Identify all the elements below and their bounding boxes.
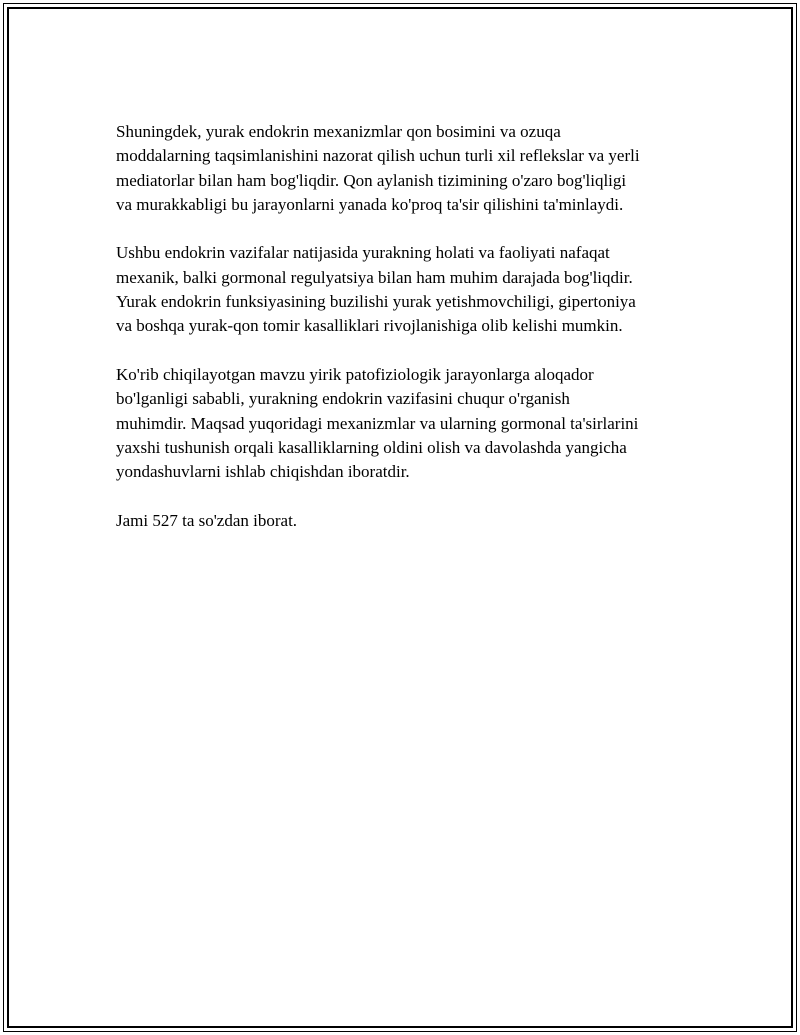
paragraph-2 bbox=[116, 241, 706, 338]
text-line: moddalarning taqsimlanishini nazorat qilish uchun turli xil reflekslar va yerli bbox=[116, 146, 640, 166]
text-line: va boshqa yurak-qon tomir kasalliklari rivojlanishiga olib kelishi mumkin. bbox=[116, 316, 623, 336]
text-line: va murakkabligi bu jarayonlarni yanada ko'proq ta'sir qilishini ta'minlaydi. bbox=[116, 194, 624, 214]
text-line: Ko'rib chiqilayotgan mavzu yirik patofiziologik jarayonlarga aloqador bbox=[116, 364, 594, 384]
text-line: Shuningdek, yurak endokrin mexanizmlar qon bosimini va ozuqa bbox=[116, 122, 561, 141]
text-line: yondashuvlarni ishlab chiqishdan iboratdir. bbox=[116, 462, 410, 482]
text-line: Jami 527 ta so'zdan iborat. bbox=[116, 510, 298, 530]
text-line: Ushbu endokrin vazifalar natijasida yurakning holati va faoliyati nafaqat bbox=[116, 243, 610, 263]
text-line: mediatorlar bilan ham bog'liqdir. Qon aylanish tizimining o'zaro bog'liqligi bbox=[116, 170, 627, 190]
text-line: Yurak endokrin funksiyasining buzilishi yurak yetishmovchiligi, gipertoniya bbox=[116, 292, 636, 312]
paragraph-1 bbox=[116, 120, 706, 217]
document-page bbox=[3, 3, 797, 1032]
text-line: muhimdir. Maqsad yuqoridagi mexanizmlar va ularning gormonal ta'sirlarini bbox=[116, 413, 639, 433]
word-count-note bbox=[116, 509, 706, 533]
text-line: yaxshi tushunish orqali kasalliklarning oldini olish va davolashda yangicha bbox=[116, 437, 627, 457]
text-line: mexanik, balki gormonal regulyatsiya bilan ham muhim darajada bog'liqdir. bbox=[116, 267, 633, 287]
document-body bbox=[116, 120, 706, 557]
paragraph-3 bbox=[116, 363, 706, 484]
text-line: bo'lganligi sababli, yurakning endokrin vazifasini chuqur o'rganish bbox=[116, 389, 570, 409]
